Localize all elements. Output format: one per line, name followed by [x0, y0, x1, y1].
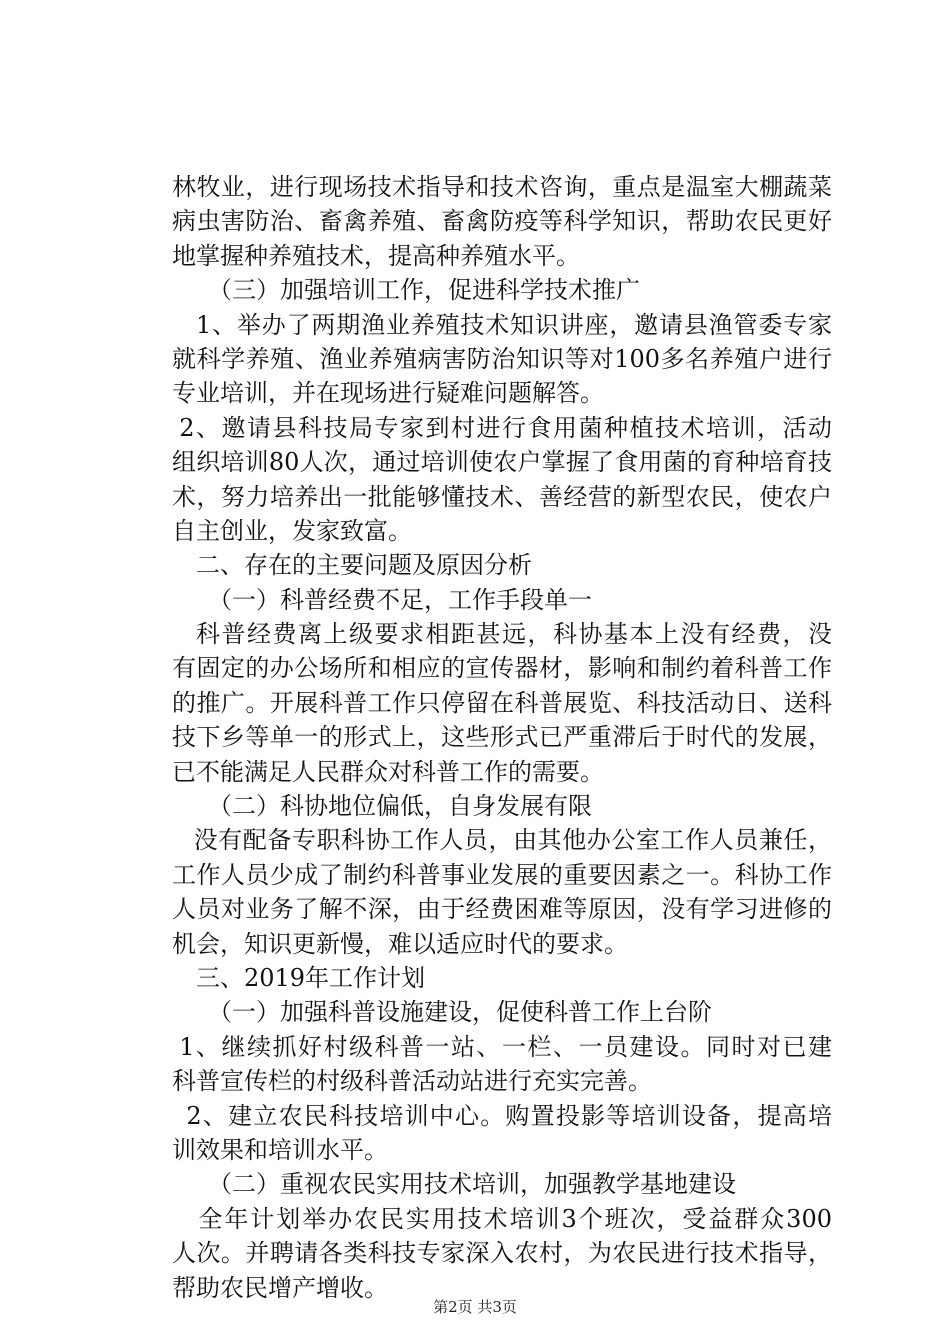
text-line: 人员对业务了解不深，由于经费困难等原因，没有学习进修的 [172, 895, 832, 924]
text-line: （三）加强培训工作，促进科学技术推广 [208, 276, 640, 305]
text-line: 工作人员少成了制约科普事业发展的重要因素之一。科协工作 [172, 860, 832, 889]
text-line: 机会，知识更新慢，难以适应时代的要求。 [172, 929, 628, 958]
text-line: 自主创业，发家致富。 [172, 516, 412, 545]
text-line: 训效果和培训水平。 [172, 1135, 388, 1164]
text-line: 全年计划举办农民实用技术培训3个班次，受益群众300 [198, 1204, 832, 1233]
document-body [172, 170, 832, 1305]
text-line: （一）科普经费不足，工作手段单一 [208, 585, 592, 614]
text-line: 2、建立农民科技培训中心。购置投影等培训设备，提高培 [186, 1101, 832, 1130]
text-line: 科普经费离上级要求相距甚远，科协基本上没有经费，没 [196, 620, 832, 649]
text-line: 没有配备专职科协工作人员，由其他办公室工作人员兼任， [193, 826, 832, 855]
text-line: 有固定的办公场所和相应的宣传器材，影响和制约着科普工作 [172, 654, 832, 683]
text-line: 林牧业，进行现场技术指导和技术咨询，重点是温室大棚蔬菜 [172, 173, 832, 201]
text-line: 人次。并聘请各类科技专家深入农村，为农民进行技术指导， [172, 1239, 832, 1268]
text-line: 三、2019年工作计划 [196, 963, 426, 992]
text-line: 术，努力培养出一批能够懂技术、善经营的新型农民，使农户 [172, 482, 832, 511]
text-line: 的推广。开展科普工作只停留在科普展览、科技活动日、送科 [172, 688, 832, 717]
text-line: 就科学养殖、渔业养殖病害防治知识等对100多名养殖户进行 [172, 344, 832, 373]
page-footer: 第2页 共3页 [433, 1298, 517, 1316]
text-line: 1、继续抓好村级科普一站、一栏、一员建设。同时对已建 [179, 1032, 832, 1061]
text-line: （二）科协地位偏低，自身发展有限 [208, 792, 592, 821]
text-line: 地掌握种养殖技术，提高种养殖水平。 [172, 241, 580, 270]
text-line: 2、邀请县科技局专家到村进行食用菌种植技术培训，活动 [179, 413, 832, 442]
text-line: 病虫害防治、畜禽养殖、畜禽防疫等科学知识，帮助农民更好 [172, 207, 832, 236]
text-line: （一）加强科普设施建设，促使科普工作上台阶 [208, 998, 712, 1027]
text-line: 专业培训，并在现场进行疑难问题解答。 [172, 379, 604, 408]
text-line: 帮助农民增产增收。 [172, 1273, 388, 1302]
text-line: 科普宣传栏的村级科普活动站进行充实完善。 [172, 1067, 652, 1096]
text-line: 技下乡等单一的形式上，这些形式已严重滞后于时代的发展， [172, 723, 832, 752]
text-line: 二、存在的主要问题及原因分析 [196, 551, 532, 580]
text-line: 1、举办了两期渔业养殖技术知识讲座，邀请县渔管委专家 [196, 310, 832, 339]
text-line: 组织培训80人次，通过培训使农户掌握了食用菌的育种培育技 [172, 448, 832, 477]
text-line: 已不能满足人民群众对科普工作的需要。 [172, 757, 604, 786]
text-line: （二）重视农民实用技术培训，加强教学基地建设 [208, 1170, 736, 1199]
